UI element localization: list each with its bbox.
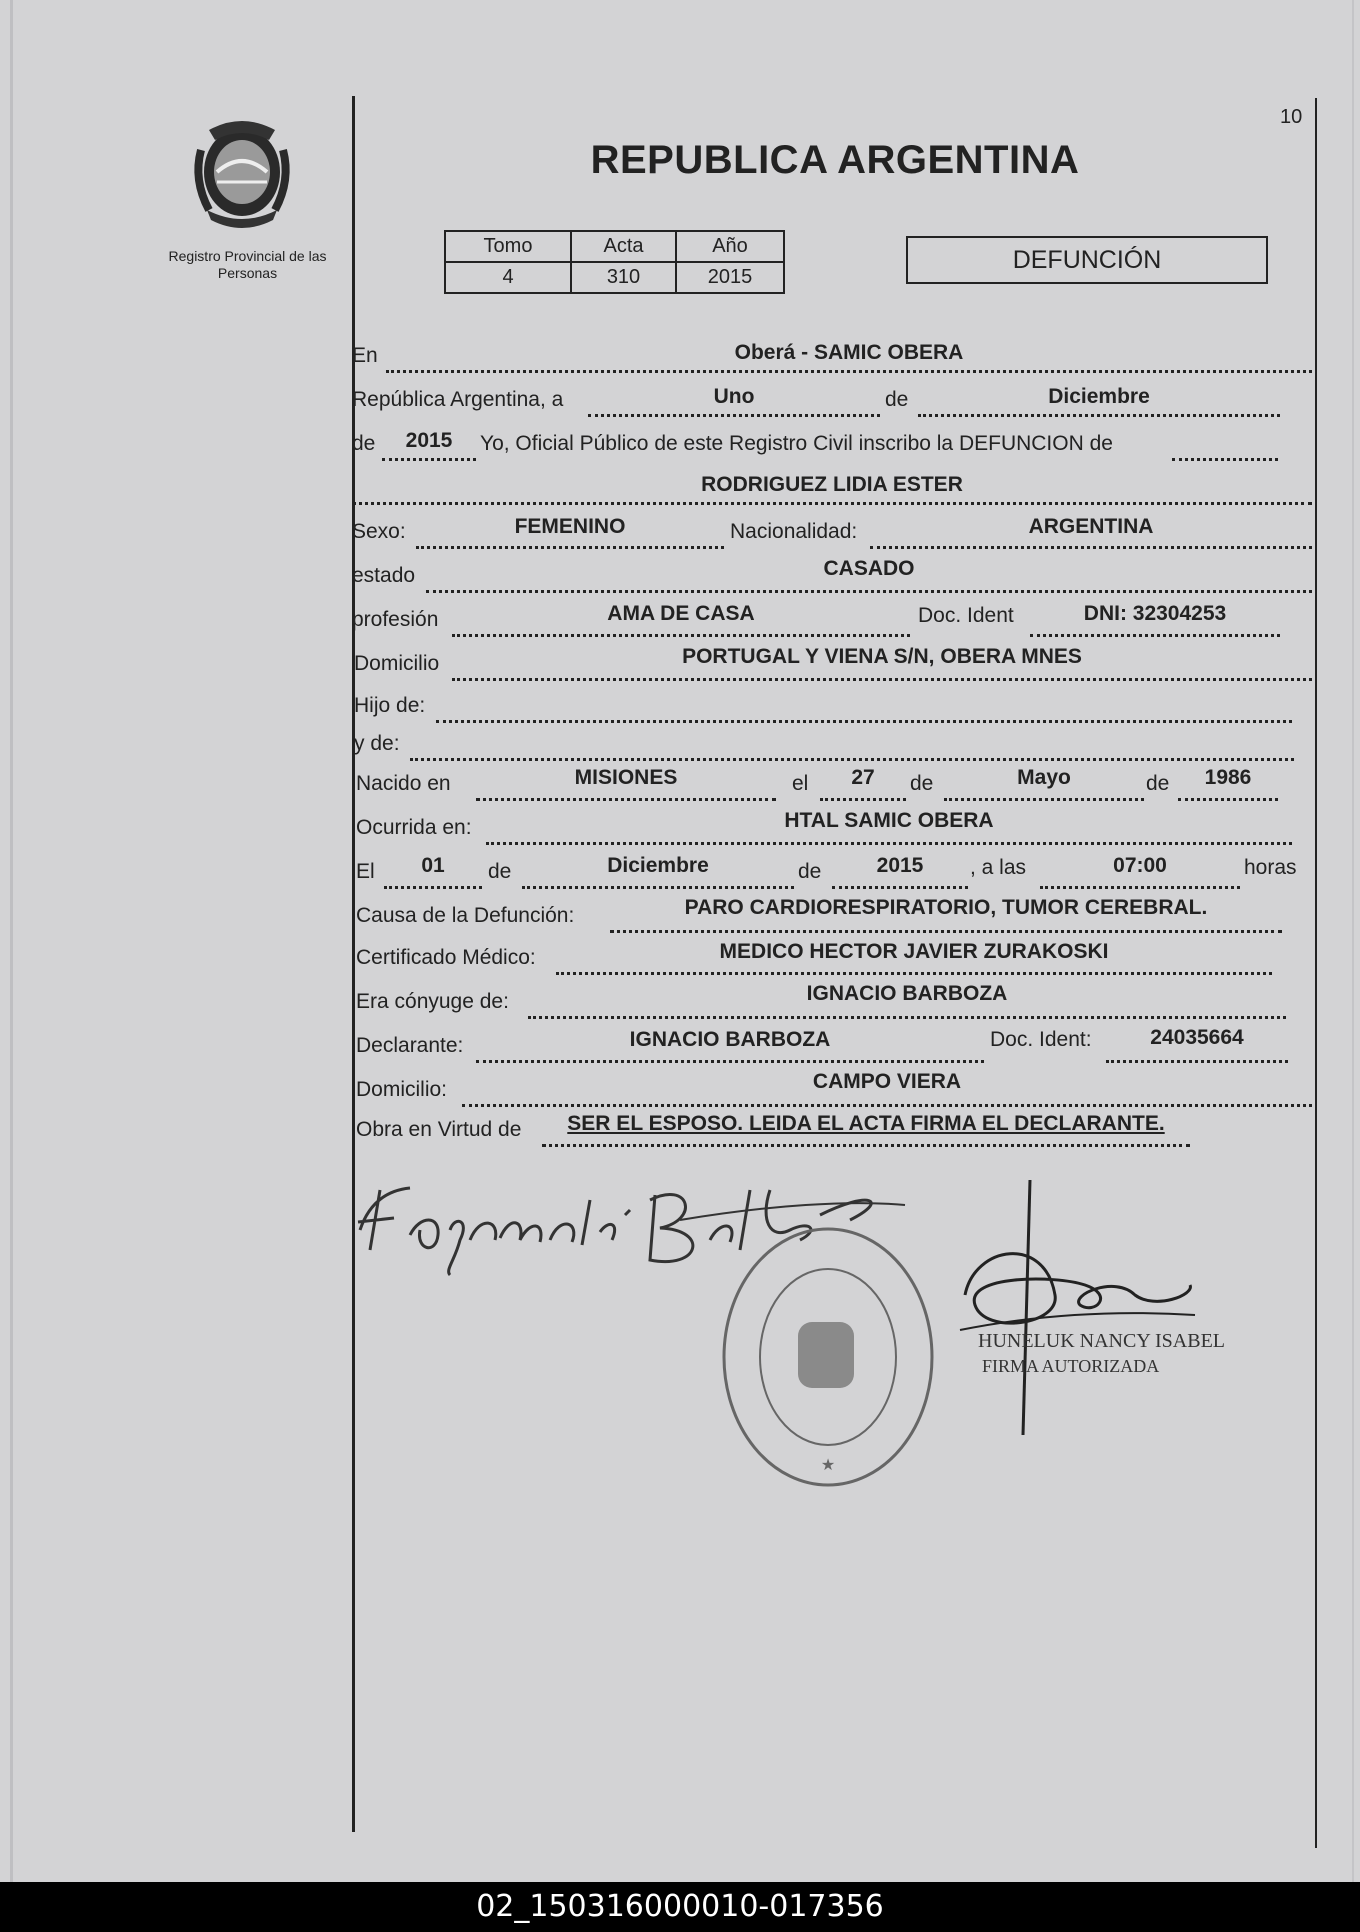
label-de-birth-year: de [1146, 772, 1170, 795]
label-declarante: Declarante: [356, 1034, 464, 1057]
label-sexo: Sexo: [352, 520, 406, 543]
label-estado: estado [352, 564, 416, 587]
reference-table [444, 230, 785, 294]
label-republica-a: República Argentina, a [352, 388, 564, 411]
label-de-month: de [885, 388, 909, 411]
tomo-value: 4 [445, 262, 571, 293]
label-horas: horas [1244, 856, 1297, 879]
registry-name: Registro Provincial de las Personas [168, 248, 327, 281]
value-spouse: IGNACIO BARBOZA [806, 982, 1008, 1005]
value-reason: SER EL ESPOSO. LEIDA EL ACTA FIRMA EL DECLARANTE. [567, 1112, 1165, 1135]
value-declarant: IGNACIO BARBOZA [629, 1028, 831, 1051]
reference-header-row [445, 231, 784, 262]
label-el-death: El [356, 860, 375, 883]
value-birth-place: MISIONES [574, 766, 678, 789]
label-de-year: de [352, 432, 376, 455]
value-civil-status: CASADO [823, 557, 915, 580]
value-birth-day: 27 [851, 766, 875, 789]
acta-value: 310 [571, 262, 676, 293]
value-birth-month: Mayo [1017, 766, 1071, 789]
label-en: En [352, 344, 378, 367]
fill-father [436, 694, 1292, 723]
value-day-word: Uno [713, 385, 755, 408]
value-death-time: 07:00 [1113, 854, 1167, 877]
scan-id-footer: 02_150316000010-017356 [0, 1882, 1360, 1932]
anio-value: 2015 [676, 262, 784, 293]
official-signature-icon [955, 1175, 1205, 1435]
document-type-box: DEFUNCIÓN [906, 236, 1268, 284]
registry-stamp-icon [718, 1222, 938, 1492]
tomo-header: Tomo [445, 231, 571, 262]
misiones-emblem-icon [187, 110, 297, 230]
page-number: 10 [1280, 106, 1303, 128]
reference-value-row [445, 262, 784, 293]
label-y-de: y de: [354, 732, 400, 755]
svg-text:★: ★ [820, 1455, 836, 1474]
value-death-year: 2015 [876, 854, 924, 877]
label-profesion: profesión [352, 608, 439, 631]
value-death-place: HTAL SAMIC OBERA [784, 809, 994, 832]
fill-defuncion-de [1172, 432, 1278, 461]
value-doc-id: DNI: 32304253 [1083, 602, 1227, 625]
value-nationality: ARGENTINA [1028, 515, 1154, 538]
value-address: PORTUGAL Y VIENA S/N, OBERA MNES [682, 645, 1082, 668]
label-doc-ident-declarant: Doc. Ident: [990, 1028, 1092, 1051]
label-de-death-year: de [798, 860, 822, 883]
value-declarant-doc: 24035664 [1150, 1026, 1244, 1049]
acta-header: Acta [571, 231, 676, 262]
label-certificado: Certificado Médico: [356, 946, 536, 969]
value-sex: FEMENINO [514, 515, 626, 538]
anio-header: Año [676, 231, 784, 262]
value-birth-year: 1986 [1204, 766, 1252, 789]
value-death-day: 01 [421, 854, 445, 877]
label-de-death-month: de [488, 860, 512, 883]
official-role: FIRMA AUTORIZADA [982, 1356, 1160, 1376]
value-declarant-address: CAMPO VIERA [812, 1070, 962, 1093]
value-name: RODRIGUEZ LIDIA ESTER [701, 473, 963, 496]
label-el-birth: el [792, 772, 809, 795]
value-month: Diciembre [1048, 385, 1150, 408]
value-certificate: MEDICO HECTOR JAVIER ZURAKOSKI [719, 940, 1109, 963]
label-doc-ident: Doc. Ident [918, 604, 1014, 627]
label-domicilio: Domicilio [354, 652, 440, 675]
value-place: Oberá - SAMIC OBERA [734, 341, 964, 364]
label-ocurrida-en: Ocurrida en: [356, 816, 472, 839]
label-nacido-en: Nacido en [356, 772, 451, 795]
label-causa: Causa de la Defunción: [356, 904, 575, 927]
label-yo-oficial: Yo, Oficial Público de este Registro Civil inscribo la DEFUNCION de [480, 432, 1113, 455]
official-name: HUNELUK NANCY ISABEL [978, 1330, 1226, 1352]
value-year: 2015 [405, 429, 453, 452]
label-hijo-de: Hijo de: [354, 694, 426, 717]
label-de-birth-month: de [910, 772, 934, 795]
document-title: REPUBLICA ARGENTINA [590, 138, 1080, 182]
margin-rule-right [1315, 98, 1317, 1848]
label-obra: Obra en Virtud de [356, 1118, 522, 1141]
label-domicilio-declarant: Domicilio: [356, 1078, 448, 1101]
value-cause: PARO CARDIORESPIRATORIO, TUMOR CEREBRAL. [684, 896, 1208, 919]
value-death-month: Diciembre [607, 854, 709, 877]
label-nacionalidad: Nacionalidad: [730, 520, 858, 543]
value-profession: AMA DE CASA [607, 602, 755, 625]
label-a-las: , a las [970, 856, 1027, 879]
fill-mother [410, 732, 1294, 761]
label-conyuge: Era cónyuge de: [356, 990, 509, 1013]
